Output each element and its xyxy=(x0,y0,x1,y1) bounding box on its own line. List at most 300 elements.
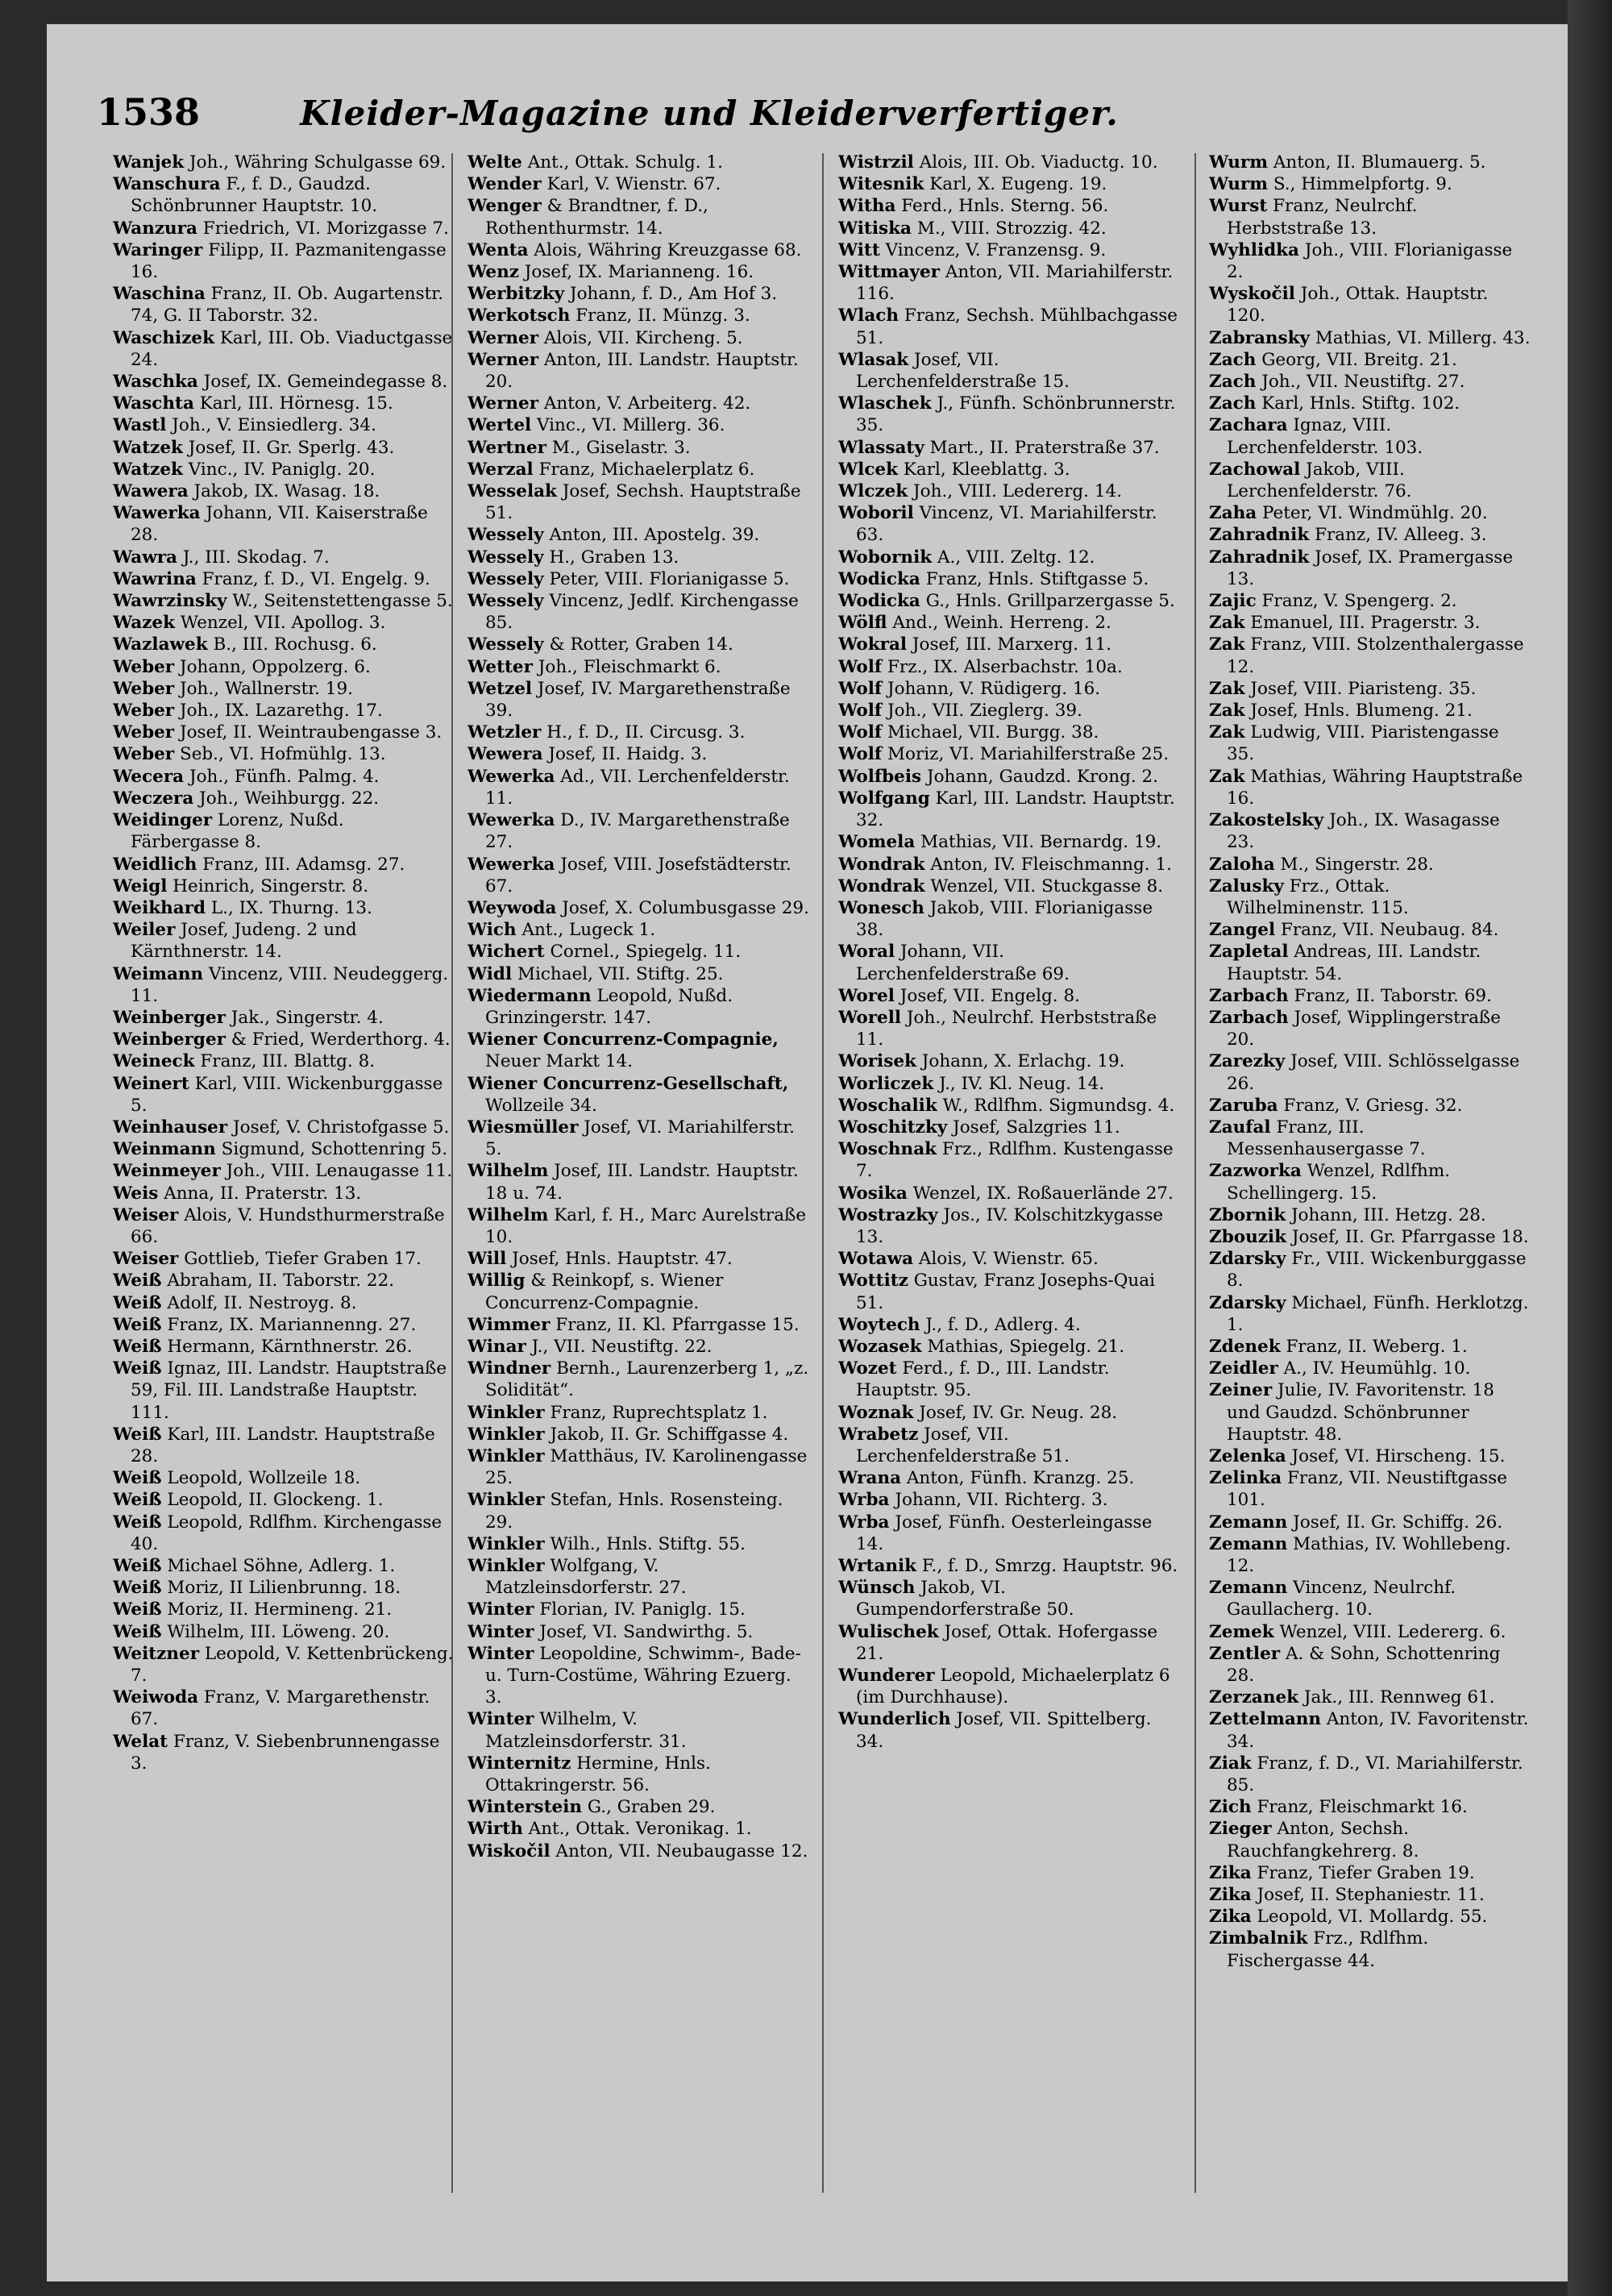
entry-name: Wlaschek xyxy=(838,393,932,414)
entry-name: Winkler xyxy=(467,1445,545,1466)
entry-details: Joh., V. Einsiedlerg. 34. xyxy=(172,415,376,436)
directory-entry xyxy=(1209,414,1531,458)
entry-details: Joh., Fünfh. Palmg. 4. xyxy=(189,766,380,787)
directory-entry xyxy=(838,152,1182,173)
entry-details: Joh., VII. Neustiftg. 27. xyxy=(1261,372,1465,393)
entry-details: F., f. D., Smrzg. Hauptstr. 96. xyxy=(921,1556,1178,1576)
directory-entry xyxy=(467,897,811,919)
entry-details: Gustav, Franz Josephs-Quai 51. xyxy=(856,1271,1155,1313)
entry-name: Zach xyxy=(1209,393,1257,414)
entry-name: Zaloha xyxy=(1209,854,1275,875)
entry-details: Josef, II. Haidg. 3. xyxy=(548,744,708,765)
directory-entry xyxy=(467,152,811,173)
directory-entry xyxy=(838,502,1182,546)
entry-name: Zemann xyxy=(1209,1578,1288,1599)
entry-details: Ignaz, VIII. Lerchenfelderstr. 103. xyxy=(1227,415,1423,458)
entry-name: Wilhelm xyxy=(467,1204,549,1225)
entry-details: Franz, V. Griesg. 32. xyxy=(1283,1095,1463,1116)
directory-entry xyxy=(838,1336,1182,1358)
entry-details: Jakob, VIII. Lerchenfelderstr. 76. xyxy=(1227,459,1412,502)
directory-entry xyxy=(838,766,1182,788)
directory-entry xyxy=(113,1731,456,1774)
directory-entry xyxy=(838,1138,1182,1182)
entry-name: Wrtanik xyxy=(838,1556,917,1576)
directory-entry xyxy=(1209,1862,1531,1884)
entry-details: Franz, IV. Alleeg. 3. xyxy=(1315,525,1487,546)
entry-name: Wiener Concurrenz-Gesellschaft, xyxy=(467,1073,789,1094)
directory-entry xyxy=(467,261,811,283)
entry-details: Leopold, II. Glockeng. 1. xyxy=(167,1490,384,1511)
entry-details: Josef, IV. Gr. Neug. 28. xyxy=(919,1402,1118,1423)
directory-entry xyxy=(838,1073,1182,1095)
entry-name: Zeidler xyxy=(1209,1358,1278,1379)
entry-name: Wesselak xyxy=(467,481,557,502)
directory-entry xyxy=(838,349,1182,393)
entry-name: Zeiner xyxy=(1209,1380,1273,1401)
entry-name: Wottitz xyxy=(838,1271,908,1292)
directory-entry xyxy=(467,743,811,765)
entry-name: Womela xyxy=(838,832,916,853)
entry-name: Worel xyxy=(838,985,895,1006)
entry-name: Weikhard xyxy=(113,897,206,918)
directory-entry xyxy=(838,393,1182,436)
entry-details: Josef, IV. Margarethenstraße 39. xyxy=(485,678,791,722)
entry-name: Weiß xyxy=(113,1271,162,1292)
directory-entry xyxy=(1209,152,1531,173)
directory-entry xyxy=(838,678,1182,700)
entry-details: Mathias, VI. Millerg. 43. xyxy=(1315,327,1531,348)
directory-entry xyxy=(467,1533,811,1555)
entry-name: Wanzura xyxy=(113,218,197,239)
directory-entry xyxy=(838,1248,1182,1270)
directory-entry xyxy=(838,1708,1182,1752)
entry-name: Woboril xyxy=(838,503,914,524)
entry-name: Wobornik xyxy=(838,547,933,568)
entry-name: Wastl xyxy=(113,415,167,436)
entry-details: Jakob, II. Gr. Schiffgasse 4. xyxy=(550,1424,789,1445)
entry-name: Wurm xyxy=(1209,152,1268,173)
directory-entry xyxy=(113,1314,456,1336)
entry-name: Wolfgang xyxy=(838,788,930,809)
entry-details: Ant., Ottak. Veronikag. 1. xyxy=(528,1819,752,1840)
entry-details: Heinrich, Singerstr. 8. xyxy=(172,876,369,896)
entry-details: Johann, Gaudzd. Krong. 2. xyxy=(926,766,1159,787)
directory-entry xyxy=(113,414,456,436)
directory-entry xyxy=(838,1489,1182,1511)
directory-column-2 xyxy=(467,152,811,2199)
directory-entry xyxy=(838,854,1182,876)
directory-entry xyxy=(113,1029,456,1050)
directory-entry xyxy=(1209,1512,1531,1533)
entry-details: B., III. Rochusg. 6. xyxy=(213,634,377,655)
entry-name: Wrana xyxy=(838,1468,902,1489)
entry-name: Wenger xyxy=(467,196,542,217)
directory-entry xyxy=(113,1270,456,1292)
directory-entry xyxy=(1209,1204,1531,1226)
entry-name: Werner xyxy=(467,393,539,414)
entry-name: Wrba xyxy=(838,1490,890,1511)
directory-entry xyxy=(467,963,811,985)
entry-name: Weczera xyxy=(113,788,194,809)
entry-name: Zak xyxy=(1209,678,1245,699)
entry-details: Michael Söhne, Adlerg. 1. xyxy=(167,1556,396,1576)
entry-details: J., IV. Kl. Neug. 14. xyxy=(939,1073,1105,1094)
entry-name: Wecera xyxy=(113,766,185,787)
entry-name: Weigl xyxy=(113,876,168,896)
entry-name: Waschka xyxy=(113,372,198,393)
entry-name: Weber xyxy=(113,701,175,722)
entry-details: Franz, Sechsh. Mühlbachgasse 51. xyxy=(856,306,1178,348)
entry-details: Alois, V. Hundsthurmerstraße 66. xyxy=(131,1204,445,1247)
entry-details: Vincenz, Neulrchf. Gaullacherg. 10. xyxy=(1227,1578,1456,1620)
entry-name: Weiser xyxy=(113,1249,179,1270)
entry-details: D., IV. Margarethenstraße 27. xyxy=(485,810,790,853)
entry-name: Winkler xyxy=(467,1490,545,1511)
directory-entry xyxy=(1209,985,1531,1007)
entry-details: Josef, VI. Sandwirthg. 5. xyxy=(539,1621,754,1642)
directory-entry xyxy=(1209,502,1531,524)
entry-details: Josef, II. Stephaniestr. 11. xyxy=(1257,1885,1485,1906)
entry-details: Ant., Ottak. Schulg. 1. xyxy=(527,152,723,173)
entry-details: Karl, Hnls. Stiftg. 102. xyxy=(1261,393,1460,414)
directory-entry xyxy=(838,941,1182,984)
entry-details: Leopold, Rdlfhm. Kirchengasse 40. xyxy=(131,1512,442,1554)
directory-entry xyxy=(113,963,456,1007)
entry-details: Johann, Oppolzerg. 6. xyxy=(179,656,371,677)
entry-details: Franz, IX. Mariannenng. 27. xyxy=(167,1314,417,1335)
entry-details: Franz, V. Siebenbrunnengasse 3. xyxy=(131,1731,440,1774)
entry-name: Wrba xyxy=(838,1512,890,1533)
entry-name: Wyskočil xyxy=(1209,284,1295,305)
directory-entry xyxy=(113,1358,456,1424)
entry-details: Fr., VIII. Wickenburggasse 8. xyxy=(1227,1249,1527,1292)
directory-entry xyxy=(1209,700,1531,722)
entry-details: Anton, II. Blumauerg. 5. xyxy=(1273,152,1486,173)
entry-details: J., VII. Neustiftg. 22. xyxy=(531,1336,713,1357)
entry-details: Joh., Fleischmarkt 6. xyxy=(538,656,721,677)
directory-entry xyxy=(1209,1687,1531,1708)
directory-entry xyxy=(113,809,456,853)
entry-details: Johann, f. D., Am Hof 3. xyxy=(569,284,778,305)
entry-details: Jakob, VI. Gumpendorferstraße 50. xyxy=(856,1578,1074,1620)
entry-name: Weinmann xyxy=(113,1139,216,1160)
entry-details: Mathias, Spiegelg. 21. xyxy=(927,1336,1125,1357)
entry-details: Franz, V. Margarethenstr. 67. xyxy=(131,1687,430,1730)
entry-details: Vincenz, VI. Mariahilferstr. 63. xyxy=(856,503,1157,546)
entry-details: Joh., VII. Zieglerg. 39. xyxy=(887,701,1082,722)
directory-entry xyxy=(467,173,811,195)
entry-details: Karl, III. Landstr. Hauptstraße 28. xyxy=(131,1424,435,1466)
directory-entry xyxy=(467,854,811,897)
entry-details: Franz, II. Kl. Pfarrgasse 15. xyxy=(555,1314,800,1335)
entry-details: Joh., Währing Schulgasse 69. xyxy=(189,152,447,173)
entry-details: Josef, Hnls. Blumeng. 21. xyxy=(1250,701,1473,722)
entry-details: A. & Sohn, Schottenring 28. xyxy=(1227,1643,1501,1687)
directory-entry xyxy=(838,897,1182,941)
entry-name: Weitzner xyxy=(113,1643,200,1664)
directory-entry xyxy=(467,1621,811,1643)
entry-name: Winter xyxy=(467,1709,534,1730)
directory-entry xyxy=(113,437,456,459)
entry-name: Wlcek xyxy=(838,459,898,480)
entry-name: Weber xyxy=(113,656,175,677)
directory-entry xyxy=(113,1160,456,1182)
entry-details: Franz, VII. Neubaug. 84. xyxy=(1280,920,1499,941)
entry-name: Weimann xyxy=(113,963,204,984)
entry-name: Werkotsch xyxy=(467,306,571,327)
directory-entry xyxy=(467,1270,811,1313)
entry-name: Wozasek xyxy=(838,1336,922,1357)
directory-entry xyxy=(1209,1643,1531,1687)
directory-entry xyxy=(1209,327,1531,349)
entry-details: Ludwig, VIII. Piaristengasse 35. xyxy=(1227,722,1499,765)
entry-name: Zajic xyxy=(1209,591,1257,612)
directory-entry xyxy=(1209,1577,1531,1620)
entry-name: Zemann xyxy=(1209,1512,1288,1533)
entry-name: Woytech xyxy=(838,1314,920,1335)
entry-name: Wyhlidka xyxy=(1209,239,1299,260)
entry-details: Leopold, Michaelerplatz 6 (im Durchhause). xyxy=(856,1666,1170,1708)
directory-entry xyxy=(113,1489,456,1511)
entry-name: Werbitzky xyxy=(467,284,565,305)
directory-entry xyxy=(113,502,456,546)
directory-entry xyxy=(838,173,1182,195)
entry-name: Winkler xyxy=(467,1402,545,1423)
directory-entry xyxy=(467,1599,811,1620)
directory-entry xyxy=(467,283,811,305)
entry-name: Weber xyxy=(113,678,175,699)
entry-name: Wosika xyxy=(838,1183,908,1204)
entry-details: Josef, VII. Engelg. 8. xyxy=(899,985,1080,1006)
entry-details: Leopold, Nußd. Grinzingerstr. 147. xyxy=(485,985,733,1028)
directory-column-4 xyxy=(1209,152,1531,2199)
entry-details: Mart., II. Praterstraße 37. xyxy=(929,437,1160,458)
directory-entry xyxy=(1209,612,1531,634)
entry-details: H., Graben 13. xyxy=(549,547,679,568)
directory-entry xyxy=(838,656,1182,678)
entry-name: Wolf xyxy=(838,656,883,677)
entry-name: Zelenka xyxy=(1209,1445,1286,1466)
directory-entry xyxy=(1209,547,1531,590)
entry-name: Wewerka xyxy=(467,810,555,831)
directory-entry xyxy=(467,327,811,349)
directory-entry xyxy=(838,195,1182,217)
entry-details: Frz., Rdlfhm. Kustengasse 7. xyxy=(856,1139,1174,1182)
entry-details: Franz, VIII. Stolzenthalergasse 12. xyxy=(1227,634,1524,677)
directory-entry xyxy=(113,1007,456,1029)
directory-entry xyxy=(113,152,456,173)
directory-entry xyxy=(1209,1445,1531,1467)
directory-entry xyxy=(467,1248,811,1270)
entry-name: Wessely xyxy=(467,525,544,546)
directory-entry xyxy=(113,656,456,678)
directory-entry xyxy=(467,568,811,590)
entry-name: Wawerka xyxy=(113,503,201,524)
directory-entry xyxy=(467,459,811,480)
entry-details: Franz, f. D., VI. Mariahilferstr. 85. xyxy=(1227,1753,1523,1796)
entry-name: Weiß xyxy=(113,1599,162,1620)
directory-entry xyxy=(838,1555,1182,1577)
directory-entry xyxy=(1209,1292,1531,1336)
entry-name: Waschizek xyxy=(113,327,214,348)
entry-name: Wawrina xyxy=(113,568,197,589)
entry-details: Anna, II. Praterstr. 13. xyxy=(164,1183,362,1204)
entry-name: Worliczek xyxy=(838,1073,934,1094)
directory-entry xyxy=(113,283,456,327)
entry-name: Witt xyxy=(838,239,880,260)
entry-name: Waringer xyxy=(113,239,203,260)
page-header xyxy=(97,90,1177,152)
column-divider xyxy=(1194,153,1196,2193)
entry-details: Hermann, Kärnthnerstr. 26. xyxy=(167,1336,413,1357)
directory-entry xyxy=(838,1402,1182,1424)
directory-entry xyxy=(113,1050,456,1072)
entry-details: Andreas, III. Landstr. Hauptstr. 54. xyxy=(1227,942,1481,984)
entry-name: Wolf xyxy=(838,678,883,699)
entry-details: Josef, Ottak. Hofergasse 21. xyxy=(856,1621,1158,1664)
entry-name: Zaruba xyxy=(1209,1095,1278,1116)
entry-details: Filipp, II. Pazmanitengasse 16. xyxy=(131,239,447,283)
directory-entry xyxy=(1209,1533,1531,1577)
directory-entry xyxy=(838,985,1182,1007)
directory-entry xyxy=(1209,1050,1531,1094)
entry-details: Michael, VII. Stiftg. 25. xyxy=(517,963,724,984)
entry-details: Joh., IX. Lazarethg. 17. xyxy=(179,701,383,722)
entry-details: Cornel., Spiegelg. 11. xyxy=(550,942,742,963)
directory-entry xyxy=(467,414,811,436)
directory-entry xyxy=(113,854,456,876)
entry-name: Zakostelsky xyxy=(1209,810,1324,831)
directory-entry xyxy=(467,766,811,809)
entry-details: Wolfgang, V. Matzleinsdorferstr. 27. xyxy=(485,1556,687,1599)
directory-entry xyxy=(467,722,811,743)
directory-entry xyxy=(467,1445,811,1489)
entry-name: Weiß xyxy=(113,1336,162,1357)
entry-details: G., Hnls. Grillparzergasse 5. xyxy=(925,591,1175,612)
entry-name: Woschalik xyxy=(838,1095,937,1116)
directory-entry xyxy=(113,1183,456,1204)
directory-entry xyxy=(838,261,1182,305)
entry-details: Josef, IX. Pramergasse 13. xyxy=(1227,547,1514,589)
entry-details: Vinc., VI. Millerg. 36. xyxy=(537,415,725,436)
entry-name: Wlasak xyxy=(838,349,909,370)
entry-details: Ignaz, III. Landstr. Hauptstraße 59, Fil. III. Landstraße Hauptstr. 111. xyxy=(131,1358,447,1423)
directory-entry xyxy=(467,1073,811,1117)
entry-name: Wessely xyxy=(467,547,544,568)
entry-details: Neuer Markt 14. xyxy=(485,1051,634,1072)
entry-name: Weber xyxy=(113,722,175,743)
entry-details: Seb., VI. Hofmühlg. 13. xyxy=(179,744,386,765)
entry-name: Weinberger xyxy=(113,1007,226,1028)
entry-details: Karl, III. Landstr. Hauptstr. 32. xyxy=(856,788,1175,831)
entry-details: Michael, VII. Burgg. 38. xyxy=(887,722,1099,743)
entry-details: Josef, VII. Lerchenfelderstraße 15. xyxy=(856,349,1070,393)
entry-details: Peter, VIII. Florianigasse 5. xyxy=(549,568,790,589)
entry-name: Wölfl xyxy=(838,613,887,634)
column-divider xyxy=(822,153,824,2193)
entry-details: M., Giselastr. 3. xyxy=(551,437,691,458)
directory-entry xyxy=(1209,195,1531,239)
directory-entry xyxy=(838,634,1182,655)
directory-entry xyxy=(1209,1358,1531,1379)
entry-name: Zach xyxy=(1209,372,1257,393)
directory-entry xyxy=(838,1050,1182,1072)
directory-entry xyxy=(467,809,811,853)
directory-entry xyxy=(467,678,811,722)
entry-name: Wotawa xyxy=(838,1249,914,1270)
entry-details: Johann, VII. Kaiserstraße 28. xyxy=(131,503,428,546)
entry-name: Wolf xyxy=(838,722,883,743)
directory-entry xyxy=(467,480,811,524)
entry-name: Zarbach xyxy=(1209,985,1289,1006)
entry-details: Mathias, Währing Hauptstraße 16. xyxy=(1227,766,1523,809)
entry-name: Weiß xyxy=(113,1468,162,1489)
entry-details: Anton, IV. Fleischmanng. 1. xyxy=(930,854,1172,875)
entry-name: Werner xyxy=(467,327,539,348)
directory-entry xyxy=(467,393,811,414)
directory-entry xyxy=(467,547,811,568)
entry-details: Wilh., Hnls. Stiftg. 55. xyxy=(550,1533,746,1554)
entry-name: Wodicka xyxy=(838,568,920,589)
entry-details: Josef, VIII. Piaristeng. 35. xyxy=(1250,678,1477,699)
directory-entry xyxy=(838,831,1182,853)
entry-details: & Fried, Werderthorg. 4. xyxy=(231,1029,451,1050)
entry-details: Joh., Neulrchf. Herbststraße 11. xyxy=(856,1007,1157,1050)
entry-details: & Brandtner, f. D., Rothenthurmstr. 14. xyxy=(485,196,708,239)
entry-name: Werzal xyxy=(467,459,534,480)
entry-name: Wewera xyxy=(467,744,543,765)
entry-name: Zika xyxy=(1209,1862,1252,1883)
entry-name: Wetter xyxy=(467,656,533,677)
entry-details: Wenzel, VII. Apollog. 3. xyxy=(180,613,386,634)
directory-entry xyxy=(113,1512,456,1555)
entry-details: And., Weinh. Herreng. 2. xyxy=(892,613,1111,634)
entry-name: Wender xyxy=(467,174,542,195)
entry-details: Ferd., f. D., III. Landstr. Hauptstr. 95. xyxy=(856,1358,1110,1401)
entry-details: Emanuel, III. Pragerstr. 3. xyxy=(1250,613,1481,634)
entry-details: Sigmund, Schottenring 5. xyxy=(221,1139,448,1160)
directory-entry xyxy=(467,305,811,327)
entry-name: Wostrazky xyxy=(838,1204,938,1225)
entry-name: Will xyxy=(467,1249,507,1270)
directory-entry xyxy=(838,437,1182,459)
entry-name: Weinberger xyxy=(113,1029,226,1050)
entry-details: Anton, V. Arbeiterg. 42. xyxy=(543,393,751,414)
directory-entry xyxy=(1209,349,1531,371)
entry-name: Woschnak xyxy=(838,1139,937,1160)
entry-name: Winternitz xyxy=(467,1753,571,1774)
entry-name: Weiß xyxy=(113,1358,162,1379)
entry-details: Mathias, VII. Bernardg. 19. xyxy=(920,832,1162,853)
directory-entry xyxy=(113,1336,456,1358)
directory-entry xyxy=(113,1292,456,1314)
entry-name: Wittmayer xyxy=(838,262,940,283)
entry-details: Josef, V. Christofgasse 5. xyxy=(233,1117,450,1138)
entry-details: Josef, X. Columbusgasse 29. xyxy=(562,897,809,918)
entry-name: Zdenek xyxy=(1209,1336,1281,1357)
directory-entry xyxy=(1209,1753,1531,1796)
entry-details: Jakob, VIII. Florianigasse 38. xyxy=(856,897,1153,941)
entry-name: Zaufal xyxy=(1209,1117,1271,1138)
book-edge xyxy=(1568,0,1612,2296)
entry-name: Wenz xyxy=(467,262,519,283)
entry-name: Wurm xyxy=(1209,174,1268,195)
directory-entry xyxy=(467,1753,811,1796)
entry-name: Zak xyxy=(1209,634,1245,655)
entry-name: Weiß xyxy=(113,1578,162,1599)
entry-details: Ferd., Hnls. Sterng. 56. xyxy=(901,196,1109,217)
directory-entry xyxy=(838,547,1182,568)
